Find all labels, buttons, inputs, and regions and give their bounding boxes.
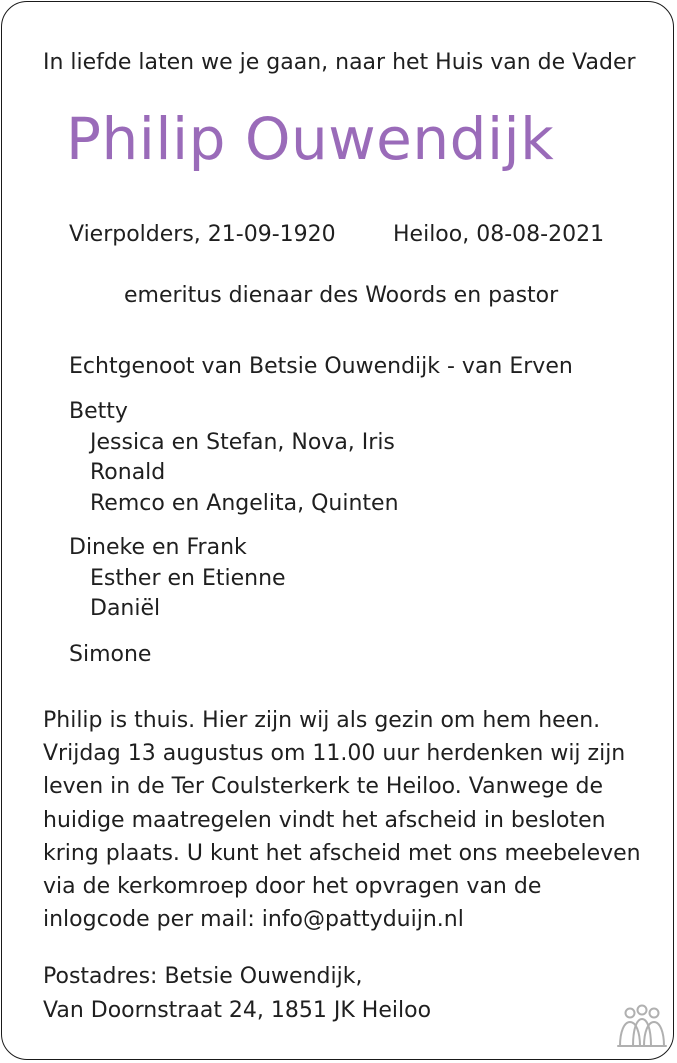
message-line: kring plaats. U kunt het afscheid met ons meebeleven [43,841,641,866]
address-line: Postadres: Betsie Ouwendijk, [43,964,363,989]
message-line: inlogcode per mail: info@pattyduijn.nl [43,907,464,932]
family-child: Remco en Angelita, Quinten [90,491,399,516]
message-line: huidige maatregelen vindt het afscheid in besloten [43,808,606,833]
deceased-name: Philip Ouwendijk [66,105,555,173]
family-child: Ronald [90,460,166,485]
message-line: Philip is thuis. Hier zijn wij als gezin om hem heen. [43,708,601,733]
address-line: Van Doornstraat 24, 1851 JK Heiloo [43,998,432,1023]
family-child: Jessica en Stefan, Nova, Iris [90,430,395,455]
family-member: Simone [69,642,152,667]
message-line: leven in de Ter Coulsterkerk te Heiloo. Vanwege de [43,774,604,799]
birth-info: Vierpolders, 21-09-1920 [69,222,336,247]
spouse-line: Echtgenoot van Betsie Ouwendijk - van Erven [69,354,573,379]
family-child: Daniël [90,596,161,621]
family-child: Esther en Etienne [90,566,286,591]
death-info: Heiloo, 08-08-2021 [393,222,605,247]
message-line: Vrijdag 13 augustus om 11.00 uur herdenken wij zijn [43,741,626,766]
family-member: Dineke en Frank [69,535,247,560]
family-group-icon [616,1004,668,1048]
message-line: via de kerkomroep door het opvragen van de [43,874,542,899]
intro-line: In liefde laten we je gaan, naar het Huis van de Vader [43,50,636,75]
family-member: Betty [69,399,128,424]
deceased-title: emeritus dienaar des Woords en pastor [124,283,559,308]
